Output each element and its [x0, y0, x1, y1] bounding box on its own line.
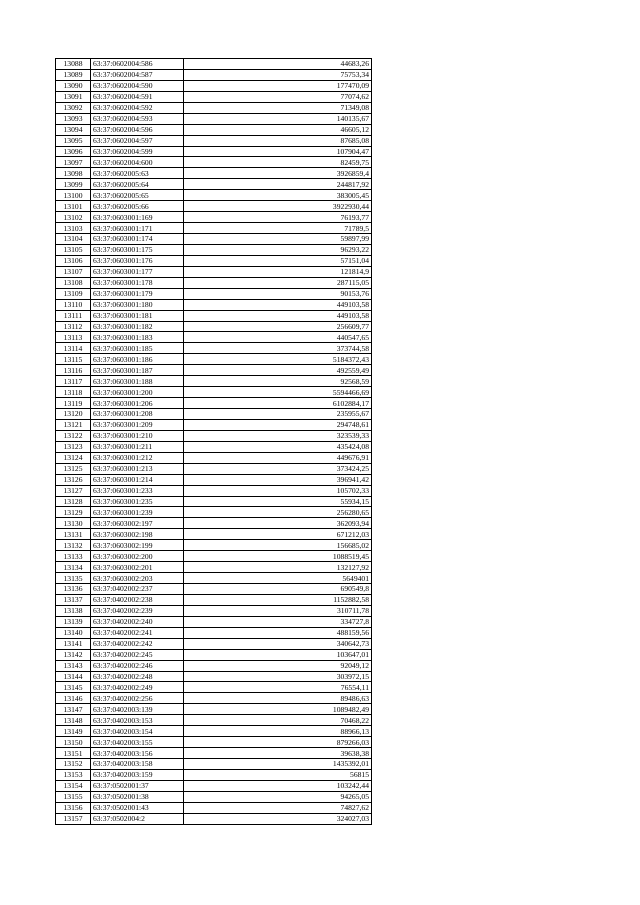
row-number-cell: 13118: [56, 387, 91, 398]
row-number-cell: 13123: [56, 441, 91, 452]
row-number-cell: 13154: [56, 780, 91, 791]
row-number-cell: 13101: [56, 201, 91, 212]
cadastral-number-cell: 63:37:0603001:209: [91, 419, 184, 430]
cadastral-value-cell: 107904,47: [184, 146, 372, 157]
row-number-cell: 13095: [56, 135, 91, 146]
row-number-cell: 13127: [56, 485, 91, 496]
cadastral-number-cell: 63:37:0602004:587: [91, 69, 184, 80]
cadastral-value-cell: 310711,78: [184, 605, 372, 616]
cadastral-number-cell: 63:37:0402002:256: [91, 693, 184, 704]
table-row: [56, 813, 372, 824]
cadastral-number-cell: 63:37:0603001:235: [91, 496, 184, 507]
row-number-cell: 13106: [56, 255, 91, 266]
cadastral-number-cell: 63:37:0603001:171: [91, 223, 184, 234]
cadastral-value-cell: 90153,76: [184, 288, 372, 299]
table-row: [56, 135, 372, 146]
cadastral-value-cell: 492559,49: [184, 365, 372, 376]
cadastral-value-cell: 89486,63: [184, 693, 372, 704]
row-number-cell: 13108: [56, 277, 91, 288]
row-number-cell: 13153: [56, 769, 91, 780]
table-row: [56, 168, 372, 179]
row-number-cell: 13117: [56, 376, 91, 387]
table-row: [56, 441, 372, 452]
cadastral-number-cell: 63:37:0603001:185: [91, 343, 184, 354]
row-number-cell: 13141: [56, 638, 91, 649]
cadastral-number-cell: 63:37:0402002:238: [91, 594, 184, 605]
cadastral-number-cell: 63:37:0402003:155: [91, 737, 184, 748]
cadastral-number-cell: 63:37:0603001:183: [91, 332, 184, 343]
table-row: [56, 266, 372, 277]
table-row: [56, 244, 372, 255]
table-row: [56, 518, 372, 529]
cadastral-value-cell: 75753,34: [184, 69, 372, 80]
row-number-cell: 13115: [56, 354, 91, 365]
cadastral-number-cell: 63:37:0502001:43: [91, 802, 184, 813]
table-row: [56, 704, 372, 715]
table-row: [56, 288, 372, 299]
cadastral-value-cell: 70468,22: [184, 715, 372, 726]
row-number-cell: 13145: [56, 682, 91, 693]
table-row: [56, 157, 372, 168]
row-number-cell: 13133: [56, 551, 91, 562]
cadastral-number-cell: 63:37:0602004:597: [91, 135, 184, 146]
table-row: [56, 124, 372, 135]
cadastral-number-cell: 63:37:0603001:213: [91, 463, 184, 474]
cadastral-number-cell: 63:37:0603001:169: [91, 212, 184, 223]
table-row: [56, 649, 372, 660]
cadastral-number-cell: 63:37:0603001:214: [91, 474, 184, 485]
table-row: [56, 69, 372, 80]
cadastral-value-table: [55, 58, 372, 825]
table-row: [56, 605, 372, 616]
cadastral-number-cell: 63:37:0603002:197: [91, 518, 184, 529]
row-number-cell: 13147: [56, 704, 91, 715]
table-row: [56, 627, 372, 638]
cadastral-value-cell: 287115,05: [184, 277, 372, 288]
cadastral-value-cell: 362093,94: [184, 518, 372, 529]
cadastral-number-cell: 63:37:0602004:591: [91, 91, 184, 102]
cadastral-value-cell: 244817,92: [184, 179, 372, 190]
table-row: [56, 584, 372, 595]
cadastral-number-cell: 63:37:0603002:198: [91, 529, 184, 540]
cadastral-value-cell: 1152882,58: [184, 594, 372, 605]
cadastral-value-cell: 71789,5: [184, 223, 372, 234]
table-row: [56, 682, 372, 693]
table-row: [56, 80, 372, 91]
row-number-cell: 13107: [56, 266, 91, 277]
table-row: [56, 715, 372, 726]
cadastral-value-cell: 396941,42: [184, 474, 372, 485]
table-row: [56, 234, 372, 245]
cadastral-value-cell: 87685,08: [184, 135, 372, 146]
row-number-cell: 13090: [56, 80, 91, 91]
cadastral-value-cell: 103647,01: [184, 649, 372, 660]
row-number-cell: 13143: [56, 660, 91, 671]
row-number-cell: 13091: [56, 91, 91, 102]
cadastral-number-cell: 63:37:0603002:203: [91, 573, 184, 584]
cadastral-value-cell: 373424,25: [184, 463, 372, 474]
table-row: [56, 376, 372, 387]
table-row: [56, 146, 372, 157]
row-number-cell: 13109: [56, 288, 91, 299]
cadastral-number-cell: 63:37:0603001:187: [91, 365, 184, 376]
table-row: [56, 452, 372, 463]
row-number-cell: 13111: [56, 310, 91, 321]
cadastral-number-cell: 63:37:0602005:64: [91, 179, 184, 190]
cadastral-value-cell: 5649401: [184, 573, 372, 584]
cadastral-number-cell: 63:37:0402002:248: [91, 671, 184, 682]
row-number-cell: 13088: [56, 59, 91, 70]
cadastral-value-cell: 334727,8: [184, 616, 372, 627]
cadastral-value-cell: 44683,26: [184, 59, 372, 70]
table-row: [56, 671, 372, 682]
row-number-cell: 13129: [56, 507, 91, 518]
row-number-cell: 13119: [56, 398, 91, 409]
table-row: [56, 59, 372, 70]
cadastral-value-cell: 323539,33: [184, 430, 372, 441]
cadastral-value-cell: 235955,67: [184, 409, 372, 420]
table-row: [56, 419, 372, 430]
cadastral-value-cell: 92049,12: [184, 660, 372, 671]
row-number-cell: 13105: [56, 244, 91, 255]
row-number-cell: 13134: [56, 562, 91, 573]
cadastral-value-cell: 256609,77: [184, 321, 372, 332]
cadastral-value-cell: 3926859,4: [184, 168, 372, 179]
cadastral-number-cell: 63:37:0603001:211: [91, 441, 184, 452]
row-number-cell: 13126: [56, 474, 91, 485]
cadastral-value-cell: 156685,02: [184, 540, 372, 551]
row-number-cell: 13100: [56, 190, 91, 201]
cadastral-number-cell: 63:37:0602004:592: [91, 102, 184, 113]
cadastral-number-cell: 63:37:0402003:156: [91, 748, 184, 759]
cadastral-value-cell: 132127,92: [184, 562, 372, 573]
table-row: [56, 201, 372, 212]
row-number-cell: 13102: [56, 212, 91, 223]
table-row: [56, 113, 372, 124]
table-row: [56, 780, 372, 791]
cadastral-number-cell: 63:37:0402003:154: [91, 726, 184, 737]
table-row: [56, 398, 372, 409]
cadastral-number-cell: 63:37:0603001:180: [91, 299, 184, 310]
cadastral-value-cell: 96293,22: [184, 244, 372, 255]
cadastral-value-cell: 294748,61: [184, 419, 372, 430]
table-row: [56, 496, 372, 507]
cadastral-value-cell: 435424,08: [184, 441, 372, 452]
row-number-cell: 13148: [56, 715, 91, 726]
cadastral-value-cell: 105702,33: [184, 485, 372, 496]
cadastral-number-cell: 63:37:0603002:201: [91, 562, 184, 573]
table-row: [56, 102, 372, 113]
cadastral-value-cell: 6102884,17: [184, 398, 372, 409]
cadastral-value-cell: 59897,99: [184, 234, 372, 245]
table-row: [56, 693, 372, 704]
table-row: [56, 485, 372, 496]
cadastral-value-cell: 879266,03: [184, 737, 372, 748]
cadastral-value-cell: 449103,58: [184, 310, 372, 321]
table-row: [56, 638, 372, 649]
cadastral-number-cell: 63:37:0502004:2: [91, 813, 184, 824]
row-number-cell: 13089: [56, 69, 91, 80]
table-row: [56, 616, 372, 627]
cadastral-value-cell: 383005,45: [184, 190, 372, 201]
row-number-cell: 13092: [56, 102, 91, 113]
cadastral-value-cell: 76193,77: [184, 212, 372, 223]
cadastral-number-cell: 63:37:0602005:66: [91, 201, 184, 212]
cadastral-number-cell: 63:37:0602004:599: [91, 146, 184, 157]
cadastral-number-cell: 63:37:0602004:586: [91, 59, 184, 70]
row-number-cell: 13121: [56, 419, 91, 430]
cadastral-number-cell: 63:37:0602004:593: [91, 113, 184, 124]
cadastral-number-cell: 63:37:0603001:177: [91, 266, 184, 277]
table-row: [56, 540, 372, 551]
row-number-cell: 13156: [56, 802, 91, 813]
cadastral-number-cell: 63:37:0402002:242: [91, 638, 184, 649]
cadastral-number-cell: 63:37:0402003:159: [91, 769, 184, 780]
cadastral-number-cell: 63:37:0402003:158: [91, 759, 184, 770]
table-row: [56, 212, 372, 223]
row-number-cell: 13124: [56, 452, 91, 463]
cadastral-value-cell: 5594466,69: [184, 387, 372, 398]
table-row: [56, 791, 372, 802]
table-row: [56, 354, 372, 365]
cadastral-number-cell: 63:37:0402003:153: [91, 715, 184, 726]
row-number-cell: 13142: [56, 649, 91, 660]
table-row: [56, 759, 372, 770]
cadastral-value-cell: 1435392,01: [184, 759, 372, 770]
cadastral-value-cell: 94265,05: [184, 791, 372, 802]
row-number-cell: 13151: [56, 748, 91, 759]
table-row: [56, 737, 372, 748]
cadastral-number-cell: 63:37:0603001:239: [91, 507, 184, 518]
table-row: [56, 223, 372, 234]
cadastral-number-cell: 63:37:0603001:188: [91, 376, 184, 387]
cadastral-number-cell: 63:37:0603001:179: [91, 288, 184, 299]
cadastral-number-cell: 63:37:0603002:200: [91, 551, 184, 562]
row-number-cell: 13099: [56, 179, 91, 190]
table-row: [56, 430, 372, 441]
row-number-cell: 13103: [56, 223, 91, 234]
row-number-cell: 13150: [56, 737, 91, 748]
table-row: [56, 332, 372, 343]
cadastral-value-cell: 39638,38: [184, 748, 372, 759]
row-number-cell: 13131: [56, 529, 91, 540]
cadastral-value-cell: 1088519,45: [184, 551, 372, 562]
cadastral-number-cell: 63:37:0603001:233: [91, 485, 184, 496]
row-number-cell: 13135: [56, 573, 91, 584]
row-number-cell: 13138: [56, 605, 91, 616]
row-number-cell: 13155: [56, 791, 91, 802]
cadastral-number-cell: 63:37:0402002:239: [91, 605, 184, 616]
cadastral-number-cell: 63:37:0603001:212: [91, 452, 184, 463]
row-number-cell: 13120: [56, 409, 91, 420]
cadastral-value-cell: 1089482,49: [184, 704, 372, 715]
table-row: [56, 343, 372, 354]
cadastral-number-cell: 63:37:0603002:199: [91, 540, 184, 551]
cadastral-number-cell: 63:37:0603001:206: [91, 398, 184, 409]
row-number-cell: 13116: [56, 365, 91, 376]
cadastral-value-cell: 440547,65: [184, 332, 372, 343]
cadastral-number-cell: 63:37:0402002:246: [91, 660, 184, 671]
cadastral-value-cell: 303972,15: [184, 671, 372, 682]
row-number-cell: 13152: [56, 759, 91, 770]
cadastral-value-cell: 88966,13: [184, 726, 372, 737]
table-row: [56, 769, 372, 780]
table-row: [56, 387, 372, 398]
cadastral-number-cell: 63:37:0603001:181: [91, 310, 184, 321]
cadastral-value-cell: 449103,58: [184, 299, 372, 310]
cadastral-number-cell: 63:37:0402003:139: [91, 704, 184, 715]
table-row: [56, 748, 372, 759]
cadastral-value-cell: 82459,75: [184, 157, 372, 168]
cadastral-value-cell: 74827,62: [184, 802, 372, 813]
cadastral-number-cell: 63:37:0602004:590: [91, 80, 184, 91]
table-row: [56, 726, 372, 737]
cadastral-value-cell: 71349,08: [184, 102, 372, 113]
row-number-cell: 13093: [56, 113, 91, 124]
row-number-cell: 13113: [56, 332, 91, 343]
cadastral-number-cell: 63:37:0603001:210: [91, 430, 184, 441]
cadastral-value-cell: 177470,09: [184, 80, 372, 91]
row-number-cell: 13157: [56, 813, 91, 824]
row-number-cell: 13132: [56, 540, 91, 551]
table-row: [56, 179, 372, 190]
row-number-cell: 13125: [56, 463, 91, 474]
cadastral-number-cell: 63:37:0602004:600: [91, 157, 184, 168]
cadastral-value-cell: 103242,44: [184, 780, 372, 791]
cadastral-value-cell: 373744,58: [184, 343, 372, 354]
cadastral-number-cell: 63:37:0603001:200: [91, 387, 184, 398]
cadastral-number-cell: 63:37:0603001:208: [91, 409, 184, 420]
cadastral-number-cell: 63:37:0603001:175: [91, 244, 184, 255]
cadastral-number-cell: 63:37:0402002:240: [91, 616, 184, 627]
cadastral-value-cell: 324027,03: [184, 813, 372, 824]
table-row: [56, 802, 372, 813]
table-row: [56, 299, 372, 310]
cadastral-value-cell: 3922930,44: [184, 201, 372, 212]
table-row: [56, 190, 372, 201]
cadastral-value-cell: 55934,15: [184, 496, 372, 507]
cadastral-value-cell: 121814,9: [184, 266, 372, 277]
row-number-cell: 13128: [56, 496, 91, 507]
row-number-cell: 13098: [56, 168, 91, 179]
table-row: [56, 562, 372, 573]
row-number-cell: 13144: [56, 671, 91, 682]
row-number-cell: 13104: [56, 234, 91, 245]
cadastral-value-cell: 92568,59: [184, 376, 372, 387]
cadastral-number-cell: 63:37:0402002:249: [91, 682, 184, 693]
cadastral-value-cell: 671212,03: [184, 529, 372, 540]
table-body: [56, 59, 372, 825]
table-row: [56, 365, 372, 376]
table-row: [56, 255, 372, 266]
cadastral-value-cell: 690549,8: [184, 584, 372, 595]
table-row: [56, 409, 372, 420]
cadastral-number-cell: 63:37:0603001:178: [91, 277, 184, 288]
cadastral-value-cell: 56815: [184, 769, 372, 780]
cadastral-value-cell: 46605,12: [184, 124, 372, 135]
cadastral-number-cell: 63:37:0603001:186: [91, 354, 184, 365]
row-number-cell: 13114: [56, 343, 91, 354]
cadastral-value-cell: 449676,91: [184, 452, 372, 463]
row-number-cell: 13097: [56, 157, 91, 168]
cadastral-value-cell: 256280,65: [184, 507, 372, 518]
row-number-cell: 13137: [56, 594, 91, 605]
row-number-cell: 13112: [56, 321, 91, 332]
row-number-cell: 13094: [56, 124, 91, 135]
row-number-cell: 13110: [56, 299, 91, 310]
row-number-cell: 13139: [56, 616, 91, 627]
row-number-cell: 13149: [56, 726, 91, 737]
table-row: [56, 321, 372, 332]
cadastral-number-cell: 63:37:0603001:182: [91, 321, 184, 332]
cadastral-number-cell: 63:37:0602004:596: [91, 124, 184, 135]
row-number-cell: 13122: [56, 430, 91, 441]
table-row: [56, 277, 372, 288]
table-row: [56, 551, 372, 562]
cadastral-number-cell: 63:37:0402002:241: [91, 627, 184, 638]
row-number-cell: 13096: [56, 146, 91, 157]
table-row: [56, 594, 372, 605]
table-row: [56, 91, 372, 102]
cadastral-number-cell: 63:37:0602005:63: [91, 168, 184, 179]
cadastral-value-cell: 77074,62: [184, 91, 372, 102]
row-number-cell: 13130: [56, 518, 91, 529]
table-row: [56, 474, 372, 485]
table-row: [56, 507, 372, 518]
row-number-cell: 13140: [56, 627, 91, 638]
cadastral-value-cell: 340642,73: [184, 638, 372, 649]
row-number-cell: 13136: [56, 584, 91, 595]
cadastral-number-cell: 63:37:0603001:174: [91, 234, 184, 245]
cadastral-value-cell: 140135,67: [184, 113, 372, 124]
table-row: [56, 310, 372, 321]
cadastral-value-cell: 76554,11: [184, 682, 372, 693]
table-row: [56, 573, 372, 584]
table-row: [56, 660, 372, 671]
cadastral-number-cell: 63:37:0402002:245: [91, 649, 184, 660]
cadastral-number-cell: 63:37:0502001:38: [91, 791, 184, 802]
cadastral-number-cell: 63:37:0603001:176: [91, 255, 184, 266]
row-number-cell: 13146: [56, 693, 91, 704]
table-row: [56, 463, 372, 474]
cadastral-number-cell: 63:37:0602005:65: [91, 190, 184, 201]
cadastral-value-cell: 488159,56: [184, 627, 372, 638]
cadastral-number-cell: 63:37:0502001:37: [91, 780, 184, 791]
cadastral-number-cell: 63:37:0402002:237: [91, 584, 184, 595]
table-row: [56, 529, 372, 540]
cadastral-value-cell: 57151,04: [184, 255, 372, 266]
cadastral-value-cell: 5184372,43: [184, 354, 372, 365]
